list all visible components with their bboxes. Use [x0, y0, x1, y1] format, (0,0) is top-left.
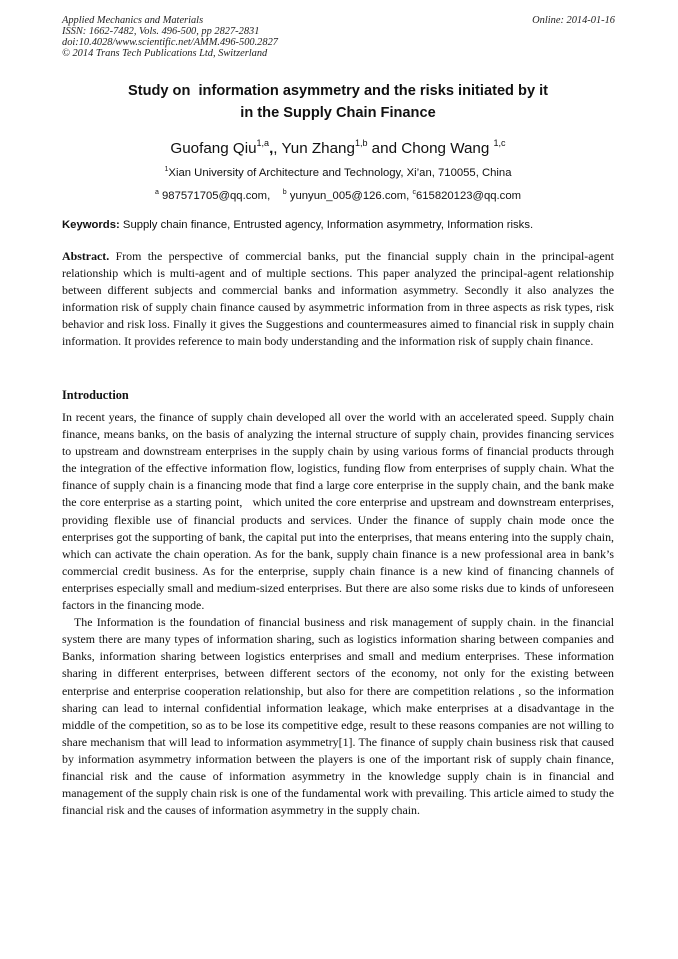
- author-2: , Yun Zhang: [273, 140, 355, 157]
- email-b-marker: b: [282, 189, 287, 196]
- author-3-affil: 1,c: [493, 138, 506, 148]
- affiliation-text: Xian University of Architecture and Technology, Xi’an, 710055, China: [168, 167, 512, 179]
- email-a-marker: a: [154, 189, 159, 196]
- affiliation-marker: 1: [164, 166, 169, 173]
- copyright-line: © 2014 Trans Tech Publications Ltd, Switzerland: [62, 48, 268, 59]
- author-1-affil: 1,a: [256, 138, 270, 148]
- paragraph: In recent years, the finance of supply chain developed all over the world with an accelerated speed. Supply chain finance, means banks, on the basis of analyzing the internal structure of supply chain, provides financing services to upstream and downstream enterprises in the supply chain by using various forms of financial products through the integration of the effective information flow, logistics, funding flow from enterprises of supply chain. What the finance of supply chain is a financing mode that find a large core enterprise in the supply chain, and the bank make the core enterprise as a starting point, which united the core enterprise and upstream and downstream enterprises, providing flexible use of financial products and services. Under the finance of supply chain mode once the enterprises got the supporting of bank, the capital put into the enterprises, that means entering into the supply chain, which can activate the chain operation. As for the bank, supply chain finance is a new professional area in bank’s commercial credit business. As for the enterprise, supply chain finance is a new kind of financing channels of enterprises especially small and medium-sized enterprises. But there are also some risks due to kinds of unforeseen factors in the financing mode.: [62, 410, 617, 613]
- doi-line: doi:10.4028/www.scientific.net/AMM.496-500.2827: [62, 37, 278, 48]
- journal-header: [62, 15, 278, 59]
- author-2-affil: 1,b: [354, 138, 368, 148]
- email-c-marker: c: [412, 189, 416, 196]
- affiliation: [62, 166, 614, 180]
- title-line-1: Study on information asymmetry and the risks initiated by it: [127, 83, 549, 99]
- email-b: yunyun_005@126.com,: [286, 190, 413, 202]
- abstract-label: Abstract.: [62, 249, 110, 263]
- email-c: 615820123@qq.com: [415, 190, 522, 202]
- keywords-text: Supply chain finance, Entrusted agency, Information asymmetry, Information risks.: [119, 219, 534, 231]
- author-separator: ,: [269, 140, 274, 157]
- author-1: Guofang Qiu: [170, 140, 257, 157]
- keywords: [62, 218, 614, 232]
- section-heading: Introduction: [62, 388, 129, 402]
- journal-name: Applied Mechanics and Materials: [62, 15, 204, 26]
- abstract-text: From the perspective of commercial banks, put the financial supply chain in the principal-agent relationship which is multi-agent and of multiple sections. This paper analyzed the principal-agent relationship between different subjects and commercial banks and information asymmetry. Secondly it also analyzes the information risk of supply chain finance caused by asymmetric information from in three aspects as risk types, risk behavior and risk loss. Finally it gives the Suggestions and countermeasures aimed to financial risk in supply chain information. It provides reference to main body understanding and the information risk of supply chain finance.: [62, 249, 614, 349]
- title-line-2: in the Supply Chain Finance: [240, 105, 436, 121]
- author-list: [62, 140, 614, 158]
- email-a: 987571705@qq.com,: [158, 190, 271, 202]
- keywords-label: Keywords:: [62, 219, 120, 231]
- paper-title: [62, 80, 614, 124]
- abstract: [62, 248, 614, 351]
- email-list: [62, 189, 614, 203]
- author-3: and Chong Wang: [367, 140, 494, 157]
- introduction-body: [62, 409, 617, 819]
- paragraph: The Information is the foundation of financial business and risk management of supply chain. in the financial system there are many types of information sharing, such as logistics information sharing between companies and Banks, information sharing between logistics enterprises and small and medium enterprises. These information sharing in different enterprises, between different sectors of the economy, not only for the existing between enterprise and enterprise cooperation relationship, but also for there are competition relations , so the information sharing can lead to internal confidential information leakage, which make enterprises at a disadvantage in the middle of the competition, so as to be lose its competitive edge, result to these reasons companies are not willing to share mechanism that will lead to information asymmetry[1]. The finance of supply chain business risk that caused by information asymmetry information between the players is one of the important risk of supply chain finance, financial risk and the cause of information asymmetry in the knowledge supply chain is in financial and management of the supply chain risk is one of the fundamental work with prevailing. This article aimed to study the financial risk and the causes of information asymmetry in the supply chain.: [62, 615, 614, 818]
- online-date: Online: 2014-01-16: [532, 15, 615, 26]
- issn-line: ISSN: 1662-7482, Vols. 496-500, pp 2827-2831: [62, 26, 260, 37]
